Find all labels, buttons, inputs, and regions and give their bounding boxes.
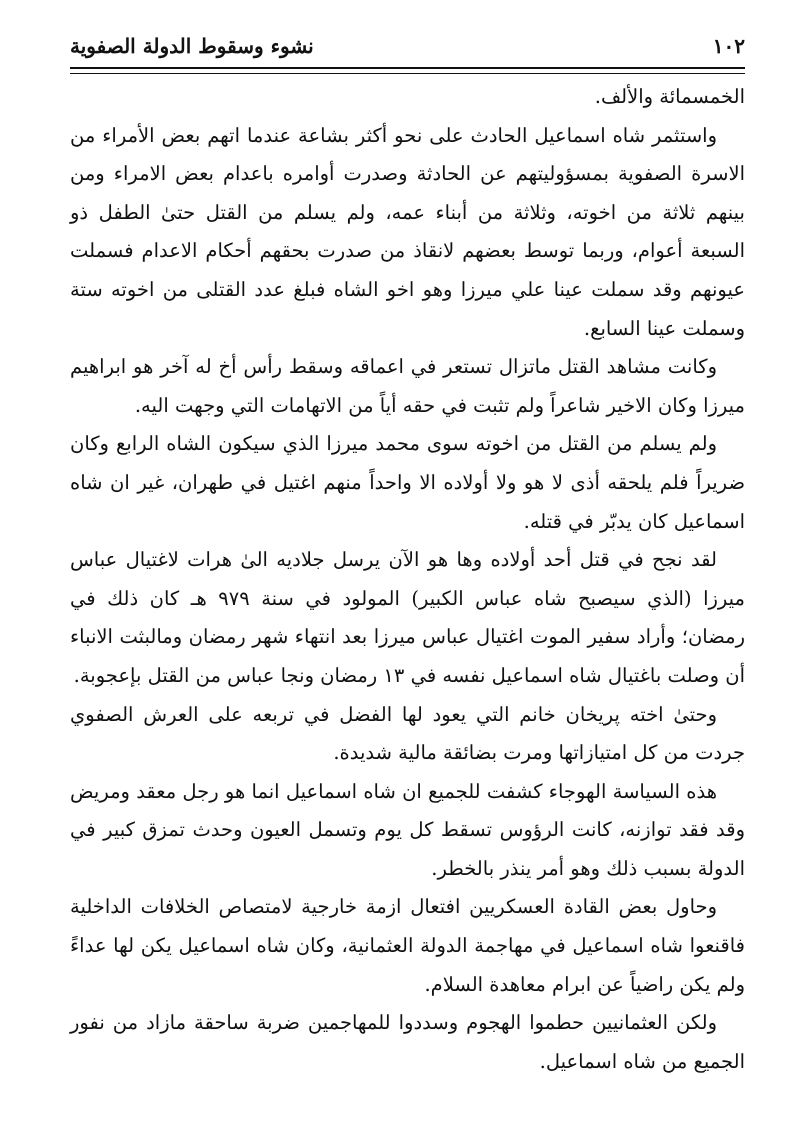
running-title: نشوء وسقوط الدولة الصفوية [70,34,314,58]
paragraph: لقد نجح في قتل أحد أولاده وها هو الآن يرسل جلاديه الىٰ هرات لاغتيال عباس ميرزا (الذي سيصبح شاه عباس الكبير) المولود في سنة ٩٧٩ هـ كان ذلك في رمضان؛ وأراد سفير الموت اغتيال عباس ميرزا بعد انتهاء شهر رمضان ومالبثت الانباء أن وصلت باغتيال شاه اسماعيل نفسه في ١٣ رمضان ونجا عباس من القتل بإعجوبة. [70,548,745,687]
paragraph: وكانت مشاهد القتل ماتزال تستعر في اعماقه وسقط رأس أخ له آخر هو ابراهيم ميرزا وكان الاخير شاعراً ولم تثبت في حقه أياً من الاتهامات التي وجهت اليه. [70,355,745,417]
page-number: ١٠٢ [712,34,745,58]
paragraph: وحاول بعض القادة العسكريين افتعال ازمة خارجية لامتصاص الخلافات الداخلية فاقنعوا شاه اسماعيل في مهاجمة الدولة العثمانية، وكان شاه اسماعيل يكن لها عداءً ولم يكن راضياً عن ابرام معاهدة السلام. [70,895,745,996]
paragraph: وحتىٰ اخته پريخان خانم التي يعود لها الفضل في تربعه على العرش الصفوي جردت من كل امتيازاتها ومرت بضائقة مالية شديدة. [70,702,745,765]
page-header [70,28,745,64]
paragraph: هذه السياسة الهوجاء كشفت للجميع ان شاه اسماعيل انما هو رجل معقد ومريض وقد فقد توازنه، كانت الرؤوس تسقط كل يوم وتسمل العيون وحدث تمزق كبير في الدولة بسبب ذلك وهو أمر ينذر بالخطر. [70,779,745,880]
body-text [70,78,745,1081]
header-rule-top [70,67,745,69]
paragraph: ولم يسلم من القتل من اخوته سوى محمد ميرزا الذي سيكون الشاه الرابع وكان ضريراً فلم يلحقه أذى لا هو ولا أولاده الا واحداً منهم اغتيل في طهران، غير ان شاه اسماعيل كان يدبّر في قتله. [70,432,745,533]
paragraph-continuation: الخمسمائة والألف. [594,85,745,108]
paragraph: واستثمر شاه اسماعيل الحادث على نحو أكثر بشاعة عندما اتهم بعض الأمراء من الاسرة الصفوية بمسؤوليتهم عن الحادثة وصدرت أوامره باعدام بعض الامراء ومن بينهم ثلاثة من اخوته، وثلاثة من أبناء عمه، ولم يسلم من القتل حتىٰ الطفل ذو السبعة أعوام، وربما توسط بعضهم لانقاذ من صدرت بحقهم أحكام الاعدام فسملت عيونهم وقد سملت عينا علي ميرزا وهو اخو الشاه فبلغ عدد القتلى من اخوته ستة وسملت عينا السابع. [70,123,745,340]
paragraph: ولكن العثمانيين حطموا الهجوم وسددوا للمهاجمين ضربة ساحقة مازاد من نفور الجميع من شاه اسماعيل. [70,1011,745,1073]
header-rule-bottom [70,73,745,74]
